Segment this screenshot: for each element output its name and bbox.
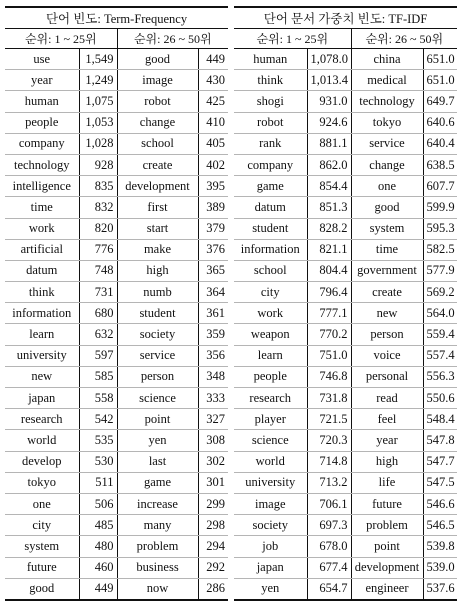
value-cell: 308 [198,430,228,451]
word-cell: year [351,430,423,451]
word-cell: now [117,578,198,600]
word-cell: develop [5,451,79,472]
value-cell: 731 [79,282,117,303]
word-cell: science [117,388,198,409]
value-cell: 714.8 [307,451,351,472]
value-cell: 677.4 [307,557,351,578]
word-cell: science [234,430,307,451]
value-cell: 820 [79,218,117,239]
word-cell: new [5,366,79,387]
word-cell: business [117,557,198,578]
word-cell: student [117,303,198,324]
table-row [234,70,457,91]
value-cell: 777.1 [307,303,351,324]
word-cell: society [117,324,198,345]
table-row [5,176,228,197]
word-cell: world [5,430,79,451]
value-cell: 365 [198,260,228,281]
table-row [5,282,228,303]
word-cell: change [351,154,423,175]
value-cell: 557.4 [423,345,457,366]
word-cell: government [351,260,423,281]
word-cell: problem [351,515,423,536]
word-cell: start [117,218,198,239]
value-cell: 539.0 [423,557,457,578]
value-cell: 564.0 [423,303,457,324]
word-cell: think [234,70,307,91]
value-cell: 654.7 [307,578,351,600]
value-cell: 348 [198,366,228,387]
value-cell: 402 [198,154,228,175]
word-cell: service [117,345,198,366]
rank-range-label: 순위: 1 ~ 25위 [234,29,351,49]
table-body [234,49,457,600]
table-row [234,536,457,557]
word-cell: first [117,197,198,218]
table-row [234,472,457,493]
word-cell: person [351,324,423,345]
word-cell: service [351,133,423,154]
table-row [234,451,457,472]
word-cell: city [234,282,307,303]
word-cell: company [5,133,79,154]
table-row [234,493,457,514]
word-cell: image [117,70,198,91]
table-row [5,133,228,154]
table-row [5,49,228,70]
value-cell: 449 [198,49,228,70]
value-cell: 748 [79,260,117,281]
value-cell: 558 [79,388,117,409]
value-cell: 294 [198,536,228,557]
term-frequency-table [5,6,228,601]
table-row [234,49,457,70]
rank-range-label: 순위: 26 ~ 50위 [351,29,457,49]
table-row [5,451,228,472]
value-cell: 301 [198,472,228,493]
word-cell: weapon [234,324,307,345]
word-cell: engineer [351,578,423,600]
word-cell: one [351,176,423,197]
table-row [5,303,228,324]
word-cell: datum [5,260,79,281]
word-cell: company [234,154,307,175]
word-cell: image [234,493,307,514]
value-cell: 680 [79,303,117,324]
value-cell: 546.6 [423,493,457,514]
word-cell: high [351,451,423,472]
value-cell: 559.4 [423,324,457,345]
tables-container [5,6,457,596]
value-cell: 924.6 [307,112,351,133]
value-cell: 697.3 [307,515,351,536]
value-cell: 356 [198,345,228,366]
value-cell: 292 [198,557,228,578]
table-body [5,49,228,600]
word-cell: tokyo [5,472,79,493]
value-cell: 881.1 [307,133,351,154]
word-cell: human [5,91,79,112]
word-cell: create [351,282,423,303]
word-cell: university [5,345,79,366]
value-cell: 364 [198,282,228,303]
value-cell: 832 [79,197,117,218]
word-cell: city [5,515,79,536]
value-cell: 649.7 [423,91,457,112]
value-cell: 770.2 [307,324,351,345]
value-cell: 547.5 [423,472,457,493]
table-row [234,91,457,112]
value-cell: 550.6 [423,388,457,409]
table-row [234,218,457,239]
table-row [5,366,228,387]
value-cell: 547.8 [423,430,457,451]
table-row [5,536,228,557]
word-cell: artificial [5,239,79,260]
table-row [234,260,457,281]
word-cell: yen [117,430,198,451]
table-row [5,472,228,493]
value-cell: 638.5 [423,154,457,175]
table-row [5,345,228,366]
word-cell: research [234,388,307,409]
value-cell: 720.3 [307,430,351,451]
value-cell: 828.2 [307,218,351,239]
word-cell: robot [234,112,307,133]
value-cell: 1,078.0 [307,49,351,70]
table-row [234,409,457,430]
value-cell: 796.4 [307,282,351,303]
word-cell: learn [5,324,79,345]
word-cell: technology [5,154,79,175]
value-cell: 582.5 [423,239,457,260]
table-row [234,239,457,260]
word-cell: time [351,239,423,260]
value-cell: 286 [206,581,226,596]
word-cell: human [234,49,307,70]
rank-range-label: 순위: 26 ~ 50위 [117,29,228,49]
table-title: 단어 빈도: Term-Frequency [5,7,228,29]
value-cell: 542 [79,409,117,430]
table-row [234,282,457,303]
value-cell: 1,028 [79,133,117,154]
word-cell: game [117,472,198,493]
word-cell: read [351,388,423,409]
table-row [234,388,457,409]
value-cell: 511 [79,472,117,493]
value-cell: 862.0 [307,154,351,175]
table-row [5,112,228,133]
value-cell: 599.9 [423,197,457,218]
word-cell: feel [351,409,423,430]
word-cell: tokyo [351,112,423,133]
word-cell: information [5,303,79,324]
word-cell: learn [234,345,307,366]
table-row [5,154,228,175]
word-cell: world [234,451,307,472]
table-row [5,91,228,112]
word-cell: system [5,536,79,557]
word-cell: life [351,472,423,493]
word-cell: year [5,70,79,91]
value-cell: 585 [79,366,117,387]
table-row [234,197,457,218]
value-cell: 854.4 [307,176,351,197]
value-cell: 678.0 [307,536,351,557]
value-cell: 379 [198,218,228,239]
word-cell: system [351,218,423,239]
table-row [234,112,457,133]
word-cell: use [5,49,79,70]
word-cell: rank [234,133,307,154]
value-cell: 410 [198,112,228,133]
value-cell: 1,549 [79,49,117,70]
value-cell: 804.4 [307,260,351,281]
word-cell: robot [117,91,198,112]
table-row [5,557,228,578]
word-cell: good [5,578,79,600]
value-cell: 731.8 [307,388,351,409]
table-row [234,133,457,154]
word-cell: shogi [234,91,307,112]
rank-range-label: 순위: 1 ~ 25위 [5,29,117,49]
value-cell: 361 [198,303,228,324]
table-row [234,557,457,578]
value-cell: 460 [79,557,117,578]
word-cell: work [5,218,79,239]
value-cell: 569.2 [423,282,457,303]
word-cell: technology [351,91,423,112]
word-cell: job [234,536,307,557]
value-cell: 302 [198,451,228,472]
word-cell: people [5,112,79,133]
word-cell: voice [351,345,423,366]
value-cell: 548.4 [423,409,457,430]
word-cell: high [117,260,198,281]
word-cell: future [351,493,423,514]
word-cell: problem [117,536,198,557]
value-cell: 651.0 [423,49,457,70]
value-cell: 449 [79,578,117,600]
value-cell: 821.1 [307,239,351,260]
value-cell: 299 [198,493,228,514]
word-cell: datum [234,197,307,218]
value-cell: 577.9 [423,260,457,281]
word-cell: intelligence [5,176,79,197]
table-row [234,578,457,600]
word-cell: think [5,282,79,303]
table-title: 단어 문서 가중치 빈도: TF-IDF [234,7,457,29]
value-cell: 327 [198,409,228,430]
table-row [5,515,228,536]
word-cell: good [117,49,198,70]
value-cell: 928 [79,154,117,175]
word-cell: university [234,472,307,493]
table-row [5,239,228,260]
value-cell: 395 [198,176,228,197]
value-cell: 425 [198,91,228,112]
word-cell: player [234,409,307,430]
word-cell: new [351,303,423,324]
word-cell: make [117,239,198,260]
value-cell: 333 [198,388,228,409]
word-cell: change [117,112,198,133]
value-cell: 1,249 [79,70,117,91]
term-frequency-panel [5,6,228,596]
word-cell: game [234,176,307,197]
table-row [5,493,228,514]
value-cell: 607.7 [423,176,457,197]
table-row [5,409,228,430]
tf-idf-table [234,6,457,601]
value-cell: 537.6 [426,581,455,596]
value-cell: 430 [198,70,228,91]
word-cell: many [117,515,198,536]
word-cell: last [117,451,198,472]
word-cell: society [234,515,307,536]
word-cell: numb [117,282,198,303]
table-row [5,218,228,239]
word-cell: people [234,366,307,387]
word-cell: medical [351,70,423,91]
value-cell: 298 [198,515,228,536]
word-cell: point [117,409,198,430]
value-cell: 851.3 [307,197,351,218]
value-cell: 506 [79,493,117,514]
table-row [5,430,228,451]
word-cell: yen [234,578,307,600]
value-cell: 835 [79,176,117,197]
table-row [234,515,457,536]
word-cell: school [117,133,198,154]
value-cell: 721.5 [307,409,351,430]
value-cell: 931.0 [307,91,351,112]
word-cell: future [5,557,79,578]
value-cell: 480 [79,536,117,557]
word-cell: information [234,239,307,260]
table-row [5,260,228,281]
word-cell: japan [234,557,307,578]
value-cell: 485 [79,515,117,536]
word-cell: school [234,260,307,281]
word-cell: personal [351,366,423,387]
value-cell: 651.0 [423,70,457,91]
value-cell: 376 [198,239,228,260]
value-cell: 1,013.4 [307,70,351,91]
value-cell: 1,075 [79,91,117,112]
value-cell: 746.8 [307,366,351,387]
word-cell: china [351,49,423,70]
word-cell: good [351,197,423,218]
word-cell: time [5,197,79,218]
value-cell: 547.7 [423,451,457,472]
value-cell: 546.5 [423,515,457,536]
word-cell: one [5,493,79,514]
table-row [5,324,228,345]
value-cell: 706.1 [307,493,351,514]
value-cell: 539.8 [423,536,457,557]
word-cell: development [117,176,198,197]
table-row [5,578,228,600]
word-cell: japan [5,388,79,409]
value-cell: 535 [79,430,117,451]
table-row [234,430,457,451]
value-cell: 530 [79,451,117,472]
value-cell: 595.3 [423,218,457,239]
table-row [234,176,457,197]
word-cell: student [234,218,307,239]
value-cell: 632 [79,324,117,345]
word-cell: create [117,154,198,175]
table-row [5,388,228,409]
value-cell: 640.4 [423,133,457,154]
value-cell: 389 [198,197,228,218]
value-cell: 776 [79,239,117,260]
value-cell: 713.2 [307,472,351,493]
table-row [5,70,228,91]
value-cell: 1,053 [79,112,117,133]
word-cell: point [351,536,423,557]
value-cell: 359 [198,324,228,345]
table-row [234,324,457,345]
word-cell: work [234,303,307,324]
word-cell: research [5,409,79,430]
value-cell: 556.3 [423,366,457,387]
table-row [234,154,457,175]
tf-idf-panel [234,6,457,596]
table-row [234,345,457,366]
word-cell: person [117,366,198,387]
value-cell: 640.6 [423,112,457,133]
value-cell: 405 [198,133,228,154]
table-row [5,197,228,218]
table-row [234,303,457,324]
table-row [234,366,457,387]
word-cell: increase [117,493,198,514]
value-cell: 751.0 [307,345,351,366]
value-cell: 597 [79,345,117,366]
word-cell: development [351,557,423,578]
